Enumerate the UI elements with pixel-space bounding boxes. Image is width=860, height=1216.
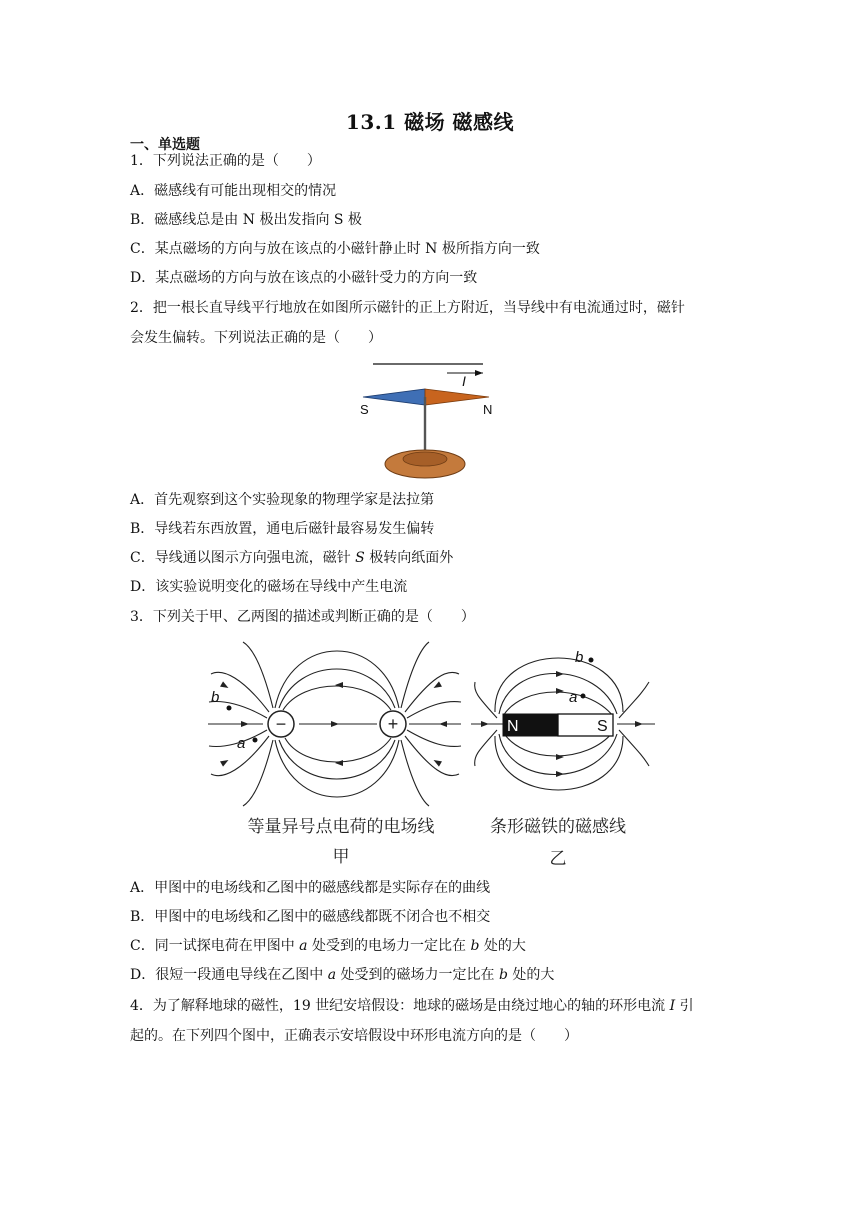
figure-left-label: 甲 — [332, 847, 350, 866]
point-b-label-left: b — [211, 689, 220, 706]
q2-option-c-text: C．导线通以图示方向强电流，磁针 — [130, 550, 356, 566]
negative-charge-sign: − — [275, 714, 287, 734]
compass-needle-figure — [355, 358, 505, 480]
point-a-label-right: a — [569, 689, 578, 706]
q3-option-d-a: a — [327, 967, 337, 983]
q3-option-d-b: b — [498, 967, 508, 983]
positive-charge-sign: + — [387, 714, 399, 734]
q3-option-c-tail: 处的大 — [479, 938, 526, 954]
point-a-dot-right — [581, 694, 586, 699]
q1-option-b: B．磁感线总是由 N 极出发指向 S 极 — [130, 212, 362, 228]
q3-option-d-tail: 处的大 — [507, 967, 555, 983]
q2-option-a: A．首先观察到这个实验现象的物理学家是法拉第 — [130, 492, 435, 508]
q1-stem: 1．下列说法正确的是（ ） — [130, 153, 321, 169]
q3-option-a: A．甲图中的电场线和乙图中的磁感线都是实际存在的曲线 — [130, 880, 491, 896]
q4-stem-line2: 起的。在下列四个图中，正确表示安培假设中环形电流方向的是（ ） — [130, 1028, 578, 1044]
magnet-n-label: N — [507, 718, 519, 735]
q3-option-c — [130, 936, 526, 956]
needle-north-half — [425, 389, 489, 405]
q3-option-d-mid: 处受到的磁场力一定比在 — [336, 967, 499, 983]
q2-option-d: D．该实验说明变化的磁场在导线中产生电流 — [130, 579, 408, 595]
needle-south-half — [363, 389, 425, 405]
point-a-label-left: a — [237, 735, 246, 752]
point-a-dot-left — [253, 738, 258, 743]
q1-option-d: D．某点磁场的方向与放在该点的小磁针受力的方向一致 — [130, 270, 478, 286]
q3-option-b: B．甲图中的电场线和乙图中的磁感线都既不闭合也不相交 — [130, 909, 491, 925]
q1-option-a: A．磁感线有可能出现相交的情况 — [130, 183, 337, 199]
current-label: I — [462, 373, 466, 389]
q3-option-d — [130, 965, 554, 985]
field-lines-figure — [203, 638, 663, 872]
q3-stem: 3．下列关于甲、乙两图的描述或判断正确的是（ ） — [130, 609, 475, 625]
point-b-label-right: b — [575, 649, 584, 666]
q2-option-c-tail: 极转向纸面外 — [364, 550, 454, 566]
q3-option-c-b: b — [470, 938, 480, 954]
q3-option-c-a: a — [299, 938, 308, 954]
needle-s-label: S — [360, 402, 369, 417]
figure-right-caption: 条形磁铁的磁感线 — [490, 817, 626, 836]
figure-left-caption: 等量异号点电荷的电场线 — [247, 817, 435, 836]
point-b-dot-left — [227, 706, 232, 711]
figure-right-label: 乙 — [549, 849, 567, 868]
q3-option-d-text: D．很短一段通电导线在乙图中 — [130, 967, 328, 983]
page-title: 13.1 磁场 磁感线 — [345, 110, 515, 134]
q4-stem-text: 4．为了解释地球的磁性，19 世纪安培假设：地球的磁场是由绕过地心的轴的环形电流 — [130, 998, 670, 1014]
q2-option-c-var: S — [355, 550, 365, 566]
q4-stem-line1 — [130, 996, 694, 1016]
stand-base-top — [403, 452, 447, 466]
q3-option-c-mid: 处受到的电场力一定比在 — [307, 938, 471, 954]
q2-option-c — [130, 548, 453, 568]
q2-stem-line2: 会发生偏转。下列说法正确的是（ ） — [130, 330, 382, 346]
q4-stem-tail: 引 — [675, 998, 694, 1014]
q3-option-c-text: C．同一试探电荷在甲图中 — [130, 938, 300, 954]
current-arrowhead — [475, 370, 483, 376]
q2-stem-line1: 2．把一根长直导线平行地放在如图所示磁针的正上方附近，当导线中有电流通过时，磁针 — [130, 300, 685, 316]
section-heading: 一、单选题 — [130, 137, 200, 153]
q4-current-var: I — [669, 998, 676, 1014]
needle-n-label: N — [483, 402, 493, 417]
q1-option-c: C．某点磁场的方向与放在该点的小磁针静止时 N 极所指方向一致 — [130, 241, 540, 257]
magnet-s-label: S — [597, 718, 608, 735]
point-b-dot-right — [589, 658, 594, 663]
q2-option-b: B．导线若东西放置，通电后磁针最容易发生偏转 — [130, 521, 435, 537]
